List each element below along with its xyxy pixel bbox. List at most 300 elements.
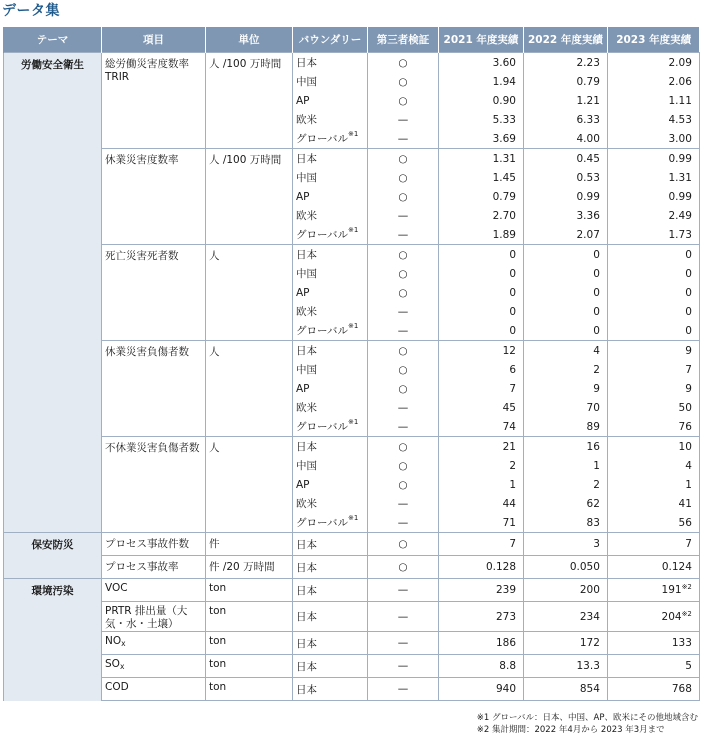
item-cell: [102, 341, 206, 437]
boundary-label: 日本: [296, 660, 317, 673]
value-text: 10: [678, 440, 692, 453]
verification-cell: [368, 168, 439, 187]
table-row: [4, 53, 700, 73]
item-cell: [102, 632, 206, 655]
value-fy2021: [439, 264, 524, 283]
value-fy2023: [607, 283, 699, 302]
value-fy2022: [524, 283, 608, 302]
value-text: 200: [579, 584, 600, 596]
value-fy2022: [524, 168, 608, 187]
value-text: 0.128: [485, 561, 516, 573]
verification-cell: [368, 245, 439, 265]
value-fy2021: [439, 110, 524, 129]
value-text: 7: [685, 538, 692, 550]
value-fy2022: [524, 341, 608, 361]
boundary-label: 中国: [296, 172, 317, 184]
boundary-label: AP: [296, 478, 310, 491]
footnote-mark: ※1: [347, 226, 359, 234]
value-text: 172: [579, 637, 600, 649]
value-fy2021: [439, 206, 524, 225]
item-label: 休業災害負傷者数: [105, 346, 189, 358]
verified-mark: ○: [398, 382, 408, 395]
boundary-cell: [293, 341, 368, 361]
verification-cell: [368, 149, 439, 169]
data-table: [3, 27, 700, 701]
boundary-label: 欧米: [296, 114, 317, 126]
item-label: 不休業災害負傷者数: [105, 442, 200, 454]
value-text: 3.69: [492, 132, 516, 145]
table-row: [4, 245, 700, 265]
not-verified-mark: —: [397, 113, 409, 126]
unit-cell: [206, 632, 293, 655]
value-text: 186: [495, 637, 516, 649]
value-fy2023: [607, 533, 699, 556]
value-fy2023: [607, 321, 699, 341]
value-text: 16: [586, 440, 600, 453]
value-text: 1.45: [492, 171, 516, 184]
item-label-line: 総労働災害度数率: [105, 58, 189, 70]
verification-cell: [368, 417, 439, 437]
verification-cell: [368, 91, 439, 110]
verification-cell: [368, 678, 439, 701]
verification-cell: [368, 360, 439, 379]
value-fy2021: [439, 187, 524, 206]
value-fy2021: [439, 379, 524, 398]
value-text: 0.99: [576, 190, 600, 203]
value-fy2023: [607, 245, 699, 265]
value-text: 13.3: [576, 660, 600, 672]
value-fy2021: [439, 149, 524, 169]
value-text: 1: [685, 478, 692, 491]
boundary-cell: [293, 245, 368, 265]
value-fy2023: [607, 341, 699, 361]
verification-cell: [368, 475, 439, 494]
value-text: 89: [586, 420, 600, 433]
value-fy2021: [439, 655, 524, 678]
value-text: 2: [509, 459, 516, 472]
value-fy2023: [607, 110, 699, 129]
theme-label: 環境汚染: [31, 585, 74, 597]
value-text: 3.60: [492, 56, 516, 69]
verified-mark: ○: [398, 363, 408, 376]
header-item: 項目: [102, 27, 206, 53]
unit-label: ton: [209, 605, 227, 617]
value-fy2023: [607, 379, 699, 398]
verification-cell: [368, 53, 439, 73]
not-verified-mark: —: [397, 209, 409, 222]
value-fy2023: [607, 360, 699, 379]
verification-cell: [368, 655, 439, 678]
verification-cell: [368, 533, 439, 556]
value-text: 5.33: [492, 113, 516, 126]
verification-cell: [368, 187, 439, 206]
value-text: 1: [593, 459, 600, 472]
unit-cell: [206, 53, 293, 149]
footnotes: [477, 712, 698, 736]
value-text: 62: [586, 497, 600, 510]
verification-cell: [368, 341, 439, 361]
value-fy2022: [524, 678, 608, 701]
unit-label: ton: [209, 681, 227, 693]
value-fy2023: [607, 678, 699, 701]
value-fy2023: [607, 632, 699, 655]
boundary-cell: [293, 302, 368, 321]
verification-cell: [368, 379, 439, 398]
item-cell: [102, 437, 206, 533]
value-text: 2.49: [668, 209, 692, 222]
value-fy2022: [524, 110, 608, 129]
item-cell: [102, 245, 206, 341]
boundary-cell: [293, 655, 368, 678]
footnote-mark: ※1: [347, 130, 359, 138]
not-verified-mark: —: [397, 584, 409, 596]
boundary-label: グローバル: [296, 325, 348, 337]
value-text: 0.45: [576, 152, 600, 165]
verified-mark: ○: [398, 344, 408, 357]
value-fy2022: [524, 579, 608, 602]
table-row: [4, 579, 700, 602]
value-fy2022: [524, 302, 608, 321]
value-text: 21: [502, 440, 516, 453]
boundary-label: 日本: [296, 57, 317, 69]
value-fy2022: [524, 149, 608, 169]
value-fy2021: [439, 533, 524, 556]
item-label: COD: [105, 681, 129, 693]
value-fy2023: [607, 53, 699, 73]
value-fy2023: [607, 206, 699, 225]
value-fy2022: [524, 513, 608, 533]
value-fy2022: [524, 437, 608, 457]
unit-cell: [206, 341, 293, 437]
verification-cell: [368, 398, 439, 417]
value-text: 44: [502, 497, 516, 510]
value-text: 2.70: [492, 209, 516, 222]
verified-mark: ○: [398, 190, 408, 203]
value-text: 2.09: [668, 56, 692, 69]
table-row: [4, 556, 700, 579]
verification-cell: [368, 321, 439, 341]
value-text: 0.99: [668, 190, 692, 203]
item-label: NO: [105, 635, 122, 647]
value-text: 0: [685, 286, 692, 299]
boundary-cell: [293, 360, 368, 379]
boundary-cell: [293, 225, 368, 245]
item-cell: [102, 556, 206, 579]
item-cell: [102, 53, 206, 149]
value-text: 56: [678, 516, 692, 529]
value-text: 204: [661, 610, 682, 623]
value-text: 854: [579, 683, 600, 695]
verified-mark: ○: [398, 94, 408, 107]
item-label: 死亡災害死者数: [105, 250, 179, 262]
unit-cell: [206, 678, 293, 701]
value-text: 70: [586, 401, 600, 414]
header-theme: テーマ: [4, 27, 102, 53]
boundary-label: 日本: [296, 584, 317, 597]
value-text: 41: [678, 497, 692, 510]
value-text: 2: [593, 478, 600, 491]
theme-label: 労働安全衛生: [21, 59, 84, 71]
header-fy2023: 2023 年度実績: [607, 27, 699, 53]
value-fy2023: [607, 225, 699, 245]
value-text: 0: [593, 324, 600, 337]
boundary-label: グローバル: [296, 421, 348, 433]
boundary-cell: [293, 187, 368, 206]
boundary-label: 欧米: [296, 402, 317, 414]
value-text: 76: [678, 420, 692, 433]
unit-cell: [206, 245, 293, 341]
boundary-label: 日本: [296, 611, 317, 623]
value-text: 0.050: [569, 561, 600, 573]
verification-cell: [368, 494, 439, 513]
boundary-cell: [293, 72, 368, 91]
verification-cell: [368, 513, 439, 533]
value-text: 0: [593, 305, 600, 318]
value-fy2021: [439, 475, 524, 494]
item-label: 休業災害度数率: [105, 154, 179, 166]
verified-mark: ○: [398, 248, 408, 261]
unit-label: ton: [209, 582, 227, 594]
unit-cell: [206, 149, 293, 245]
value-text: 0: [685, 248, 692, 261]
value-fy2022: [524, 655, 608, 678]
boundary-cell: [293, 168, 368, 187]
boundary-cell: [293, 475, 368, 494]
verification-cell: [368, 556, 439, 579]
item-cell: [102, 678, 206, 701]
value-text: 83: [586, 516, 600, 529]
value-fy2022: [524, 417, 608, 437]
item-cell: [102, 149, 206, 245]
value-fy2022: [524, 187, 608, 206]
theme-cell: [4, 533, 102, 579]
boundary-cell: [293, 456, 368, 475]
value-text: 4: [593, 344, 600, 357]
value-text: 50: [678, 401, 692, 414]
value-text: 0: [509, 305, 516, 318]
value-fy2021: [439, 437, 524, 457]
not-verified-mark: —: [397, 683, 409, 695]
boundary-label: AP: [296, 382, 310, 395]
not-verified-mark: —: [397, 305, 409, 318]
boundary-label: 日本: [296, 538, 317, 551]
footnote-mark: ※2: [681, 583, 692, 591]
value-fy2022: [524, 225, 608, 245]
value-fy2023: [607, 556, 699, 579]
boundary-label: AP: [296, 94, 310, 107]
value-fy2021: [439, 678, 524, 701]
page-title: データ集: [2, 3, 60, 19]
value-fy2021: [439, 398, 524, 417]
footnote-mark: ※1: [347, 418, 359, 426]
value-text: 1.31: [492, 152, 516, 165]
header-fy2022: 2022 年度実績: [524, 27, 608, 53]
boundary-label: 欧米: [296, 210, 317, 222]
value-fy2023: [607, 91, 699, 110]
value-text: 74: [502, 420, 516, 433]
table-body: [4, 53, 700, 701]
verification-cell: [368, 437, 439, 457]
not-verified-mark: —: [397, 228, 409, 241]
value-fy2021: [439, 129, 524, 149]
unit-label: 人 /100 万時間: [209, 58, 282, 70]
value-text: 191: [661, 584, 682, 596]
unit-label: 人 /100 万時間: [209, 154, 282, 166]
footnote-1: ※1 グローバル：日本、中国、AP、欧米にその他地域含む: [476, 713, 698, 723]
value-fy2022: [524, 632, 608, 655]
value-text: 1: [509, 478, 516, 491]
verified-mark: ○: [398, 286, 408, 299]
item-label: プロセス事故率: [105, 561, 179, 573]
value-fy2023: [607, 602, 699, 632]
value-fy2023: [607, 513, 699, 533]
not-verified-mark: —: [397, 610, 409, 623]
value-fy2021: [439, 72, 524, 91]
unit-label: 件 /20 万時間: [209, 561, 275, 573]
value-fy2021: [439, 302, 524, 321]
value-fy2023: [607, 417, 699, 437]
value-fy2021: [439, 602, 524, 632]
not-verified-mark: —: [397, 516, 409, 529]
boundary-cell: [293, 110, 368, 129]
value-fy2023: [607, 149, 699, 169]
item-label: プロセス事故件数: [105, 538, 189, 550]
value-text: 1.11: [668, 94, 692, 107]
value-text: 3.00: [668, 132, 692, 145]
boundary-cell: [293, 494, 368, 513]
boundary-label: 中国: [296, 364, 317, 376]
not-verified-mark: —: [397, 132, 409, 145]
unit-label: 人: [209, 250, 220, 262]
value-fy2023: [607, 264, 699, 283]
value-text: 3: [593, 538, 600, 550]
boundary-cell: [293, 678, 368, 701]
not-verified-mark: —: [397, 497, 409, 510]
verification-cell: [368, 632, 439, 655]
value-text: 0: [509, 267, 516, 280]
boundary-label: 中国: [296, 76, 317, 88]
value-text: 4: [685, 459, 692, 472]
header-unit: 単位: [206, 27, 293, 53]
value-fy2022: [524, 494, 608, 513]
verified-mark: ○: [398, 152, 408, 165]
table-row: [4, 533, 700, 556]
value-fy2022: [524, 602, 608, 632]
not-verified-mark: —: [397, 401, 409, 414]
value-fy2021: [439, 632, 524, 655]
value-fy2023: [607, 398, 699, 417]
value-text: 0.90: [492, 94, 516, 107]
value-text: 234: [579, 610, 600, 623]
unit-label: 人: [209, 442, 220, 454]
value-fy2023: [607, 655, 699, 678]
value-fy2021: [439, 283, 524, 302]
value-text: 0: [685, 324, 692, 337]
boundary-label: グローバル: [296, 229, 348, 241]
boundary-cell: [293, 533, 368, 556]
boundary-label: 日本: [296, 561, 317, 574]
item-label-line: TRIR: [105, 71, 130, 83]
verified-mark: ○: [398, 75, 408, 88]
value-text: 0.79: [492, 190, 516, 203]
value-text: 6: [509, 363, 516, 376]
value-fy2022: [524, 264, 608, 283]
value-fy2021: [439, 556, 524, 579]
verified-mark: ○: [398, 267, 408, 280]
value-fy2021: [439, 341, 524, 361]
boundary-cell: [293, 206, 368, 225]
boundary-cell: [293, 264, 368, 283]
value-text: 2.06: [668, 75, 692, 88]
footnote-2: ※2 集計期間：2022 年4月から 2023 年3月まで: [476, 725, 665, 735]
table-row: [4, 149, 700, 169]
value-fy2021: [439, 53, 524, 73]
verification-cell: [368, 110, 439, 129]
boundary-cell: [293, 556, 368, 579]
boundary-cell: [293, 91, 368, 110]
value-text: 7: [509, 382, 516, 395]
boundary-cell: [293, 632, 368, 655]
boundary-cell: [293, 283, 368, 302]
boundary-cell: [293, 129, 368, 149]
value-text: 1.73: [668, 228, 692, 241]
value-text: 4.53: [668, 113, 692, 126]
value-fy2023: [607, 168, 699, 187]
verification-cell: [368, 206, 439, 225]
verified-mark: ○: [398, 478, 408, 491]
boundary-cell: [293, 53, 368, 73]
value-fy2022: [524, 91, 608, 110]
theme-label: 保安防災: [31, 539, 74, 551]
value-text: 0: [593, 267, 600, 280]
boundary-label: 日本: [296, 249, 317, 261]
value-fy2021: [439, 579, 524, 602]
item-cell: [102, 533, 206, 556]
item-cell: [102, 602, 206, 632]
verification-cell: [368, 602, 439, 632]
item-label: SO: [105, 658, 120, 670]
value-text: 0: [509, 286, 516, 299]
table-row: [4, 632, 700, 655]
value-text: 3.36: [576, 209, 600, 222]
verification-cell: [368, 283, 439, 302]
verified-mark: ○: [398, 459, 408, 472]
value-fy2021: [439, 91, 524, 110]
value-text: 768: [671, 683, 692, 695]
verified-mark: ○: [398, 56, 408, 69]
not-verified-mark: —: [397, 637, 409, 649]
boundary-label: グローバル: [296, 133, 348, 145]
boundary-label: 欧米: [296, 306, 317, 318]
item-label: VOC: [105, 582, 128, 594]
value-fy2023: [607, 579, 699, 602]
value-text: 9: [593, 382, 600, 395]
verification-cell: [368, 264, 439, 283]
boundary-cell: [293, 379, 368, 398]
value-text: 0.99: [668, 152, 692, 165]
value-fy2022: [524, 72, 608, 91]
item-label: PRTR 排出量（大気・水・土壌）: [105, 605, 188, 630]
item-subscript: x: [119, 662, 125, 671]
value-fy2022: [524, 533, 608, 556]
value-text: 4.00: [576, 132, 600, 145]
boundary-label: AP: [296, 190, 310, 203]
boundary-label: グローバル: [296, 517, 348, 529]
value-text: 1.89: [492, 228, 516, 241]
boundary-label: 日本: [296, 637, 317, 650]
boundary-cell: [293, 149, 368, 169]
value-text: 0: [593, 286, 600, 299]
